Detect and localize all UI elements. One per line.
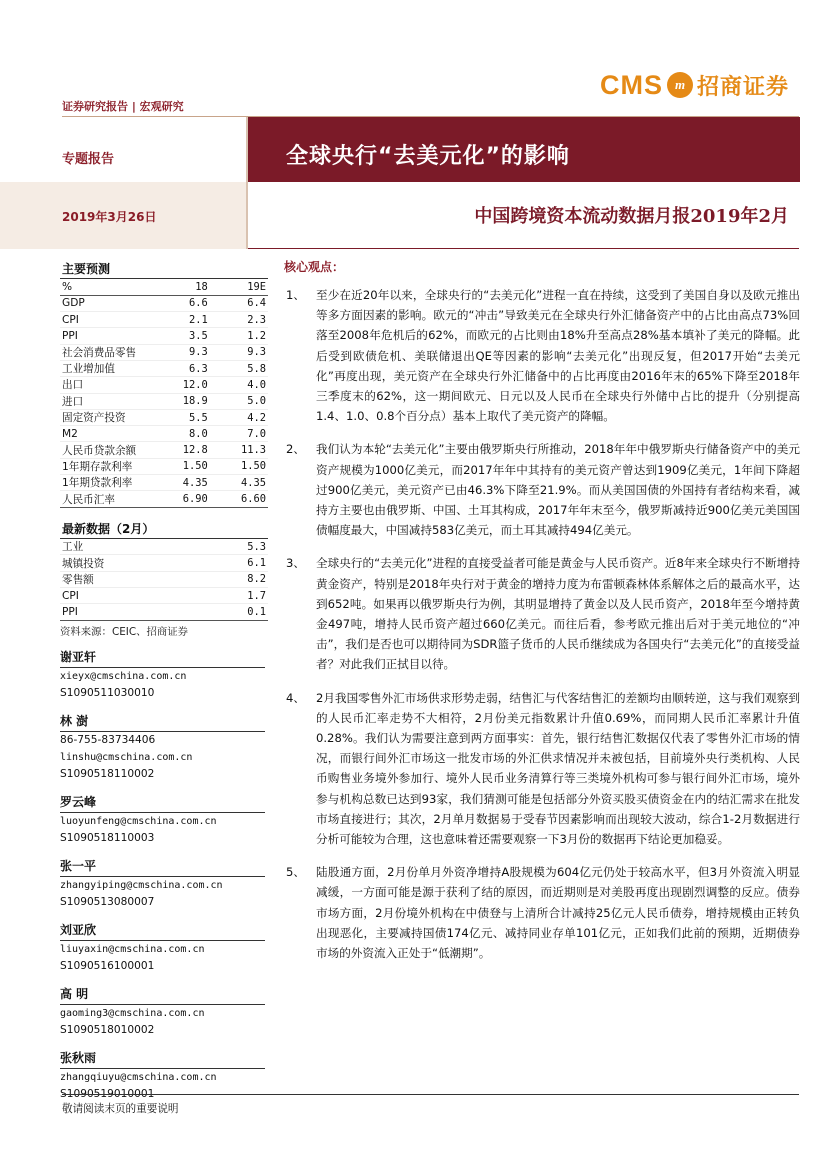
logo-latin: CMS xyxy=(600,69,663,100)
table-row xyxy=(60,344,268,360)
forecast-title: 主要预测 xyxy=(60,258,268,279)
row-label: 工业增加值 xyxy=(60,360,156,376)
table-row xyxy=(60,393,268,409)
row-label: CPI xyxy=(60,312,156,328)
cell-value: 3.5 xyxy=(156,328,210,344)
row-label: 工业 xyxy=(60,539,199,555)
table-row xyxy=(60,555,268,571)
breadcrumb: 证券研究报告 | 宏观研究 xyxy=(62,100,184,113)
analyst-email[interactable]: xieyx@cmschina.com.cn xyxy=(60,670,187,682)
row-label: 进口 xyxy=(60,393,156,409)
table-row xyxy=(60,571,268,587)
cell-value: 6.1 xyxy=(199,555,268,571)
cell-value: 6.3 xyxy=(156,360,210,376)
report-subtitle: 中国跨境资本流动数据月报2019年2月 xyxy=(474,206,789,227)
table-row xyxy=(60,409,268,425)
table-row xyxy=(60,328,268,344)
table-row xyxy=(60,442,268,458)
analyst-name: 刘亚欣 xyxy=(60,921,265,941)
cell-value: 4.0 xyxy=(210,377,268,393)
analyst-list xyxy=(60,648,268,1103)
cell-value: 4.2 xyxy=(210,409,268,425)
row-label: 社会消费品零售 xyxy=(60,344,156,360)
row-label: 城镇投资 xyxy=(60,555,199,571)
cell-value: 8.2 xyxy=(199,571,268,587)
analyst-name: 林 澍 xyxy=(60,712,265,732)
footer-note: 敬请阅读末页的重要说明 xyxy=(62,1094,799,1116)
forecast-table xyxy=(60,279,268,508)
table-row xyxy=(60,312,268,328)
core-views xyxy=(284,258,800,976)
cell-value: 6.60 xyxy=(210,491,268,507)
row-label: 人民币汇率 xyxy=(60,491,156,507)
left-divider xyxy=(246,117,248,249)
cell-value: 12.0 xyxy=(156,377,210,393)
report-date: 2019年3月26日 xyxy=(62,210,157,224)
analyst-name: 张秋雨 xyxy=(60,1049,265,1069)
row-label: GDP xyxy=(60,295,156,311)
point-number: 1、 xyxy=(286,288,305,302)
cell-value: 9.3 xyxy=(210,344,268,360)
analyst-email[interactable]: zhangqiuyu@cmschina.com.cn xyxy=(60,1071,217,1083)
analyst-card xyxy=(60,921,268,975)
cell-value: 11.3 xyxy=(210,442,268,458)
cell-value: 5.5 xyxy=(156,409,210,425)
cell-value: 5.8 xyxy=(210,360,268,376)
column-header: % xyxy=(60,279,156,295)
cell-value: 12.8 xyxy=(156,442,210,458)
point-number: 4、 xyxy=(286,690,305,705)
table-row xyxy=(60,539,268,555)
analyst-email[interactable]: gaoming3@cmschina.com.cn xyxy=(60,1007,205,1019)
table-row xyxy=(60,475,268,491)
analyst-card xyxy=(60,985,268,1039)
column-header: 18 xyxy=(156,279,210,295)
analyst-license: S1090518110002 xyxy=(60,767,155,780)
point-text: 2月我国零售外汇市场供求形势走弱，结售汇与代客结售汇的差额均由顺转逆，这与我们观察到的人民币汇率走势不大相符，2月份美元指数累计升值0.69%，而同期人民币汇率累计升值0.28%。我们认为需要注意到两方面事实：首先，银行结售汇数据仅代表了零售外汇市场的情况，而银行间外汇市场这一批发市场的外汇供求情况并未被包括，目前境外央行类机构、人民币购售业务境外参加行、境外人民币业务清算行等三类境外机构可参与银行间外汇市场，境外参与机构总数已达到93家，我们猜测可能是包括部分外资买股买债资金在内的结汇需求在批发市场直接进行；其次，2月单月数据易于受春节因素影响而出现较大波动，综合1-2月数据进行分析可能较为合理，这也意味着还需要观察一下3月份的数据再下结论更加稳妥。 xyxy=(316,690,800,847)
point-text: 我们认为本轮“去美元化”主要由俄罗斯央行所推动，2018年年中俄罗斯央行储备资产中的美元资产规模为1000亿美元，而2017年年中其持有的美元资产曾达到1909亿美元，1年间下降超过900亿美元，美元资产已由46.3%下降至21.9%。而从美国国债的外国持有者结构来看，减持方主要也由俄罗斯、中国、土耳其构成，2017年年末至今，俄罗斯减持近900亿美元美国国债幅度最大，中国减持583亿美元，而土耳其减持494亿美元。 xyxy=(316,442,800,538)
point-text: 全球央行的“去美元化”进程的直接受益者可能是黄金与人民币资产。近8年来全球央行不断增持黄金资产，特别是2018年央行对于黄金的增持力度为布雷顿森林体系解体之后的最高水平，达到652吨。如果再以俄罗斯央行为例，其明显增持了黄金以及人民币资产，2018年至今增持黄金497吨，增持人民币资产超过660亿美元。而往后看，参考欧元推出后对于美元地位的“冲击”，我们是否也可以期待同为SDR篮子货币的人民币继续成为各国央行“去美元化”的直接受益者？对此我们正拭目以待。 xyxy=(316,556,800,672)
table-row xyxy=(60,588,268,604)
point-number: 5、 xyxy=(286,865,305,880)
cell-value: 1.2 xyxy=(210,328,268,344)
cell-value: 18.9 xyxy=(156,393,210,409)
row-label: 1年期贷款利率 xyxy=(60,475,156,491)
analyst-name: 张一平 xyxy=(60,857,265,877)
analyst-card xyxy=(60,857,268,911)
cell-value: 6.4 xyxy=(210,295,268,311)
table-row xyxy=(60,604,268,620)
analyst-card xyxy=(60,712,268,783)
row-label: CPI xyxy=(60,588,199,604)
analyst-card xyxy=(60,793,268,847)
cell-value: 8.0 xyxy=(156,426,210,442)
analyst-license: S1090511030010 xyxy=(60,686,155,699)
row-label: PPI xyxy=(60,604,199,620)
table-row xyxy=(60,426,268,442)
list-item xyxy=(284,439,800,540)
row-label: 固定资产投资 xyxy=(60,409,156,425)
point-number: 2、 xyxy=(286,442,305,457)
latest-data-table xyxy=(60,539,268,621)
logo-chinese: 招商证券 xyxy=(697,74,790,100)
analyst-name: 高 明 xyxy=(60,985,265,1005)
subtitle-divider xyxy=(248,248,799,249)
list-item xyxy=(284,862,800,963)
table-row xyxy=(60,360,268,376)
report-type: 专题报告 xyxy=(62,152,115,167)
analyst-license: S1090518110003 xyxy=(60,831,155,844)
point-text: 陆股通方面，2月份单月外资净增持A股规模为604亿元仍处于较高水平，但3月外资流入明显减缓，一方面可能是源于获利了结的原因，而近期则是对美股再度出现剧烈调整的反应。债券市场方面，2月份境外机构在中债登与上清所合计减持25亿元人民币债券，增持规模由正转负出现恶化，主要减持国债174亿元、减持同业存单101亿元，正如我们此前的预期，近期债券市场的外资流入正处于“低潮期”。 xyxy=(316,865,800,961)
row-label: 1年期存款利率 xyxy=(60,458,156,474)
cell-value: 6.6 xyxy=(156,295,210,311)
analyst-email[interactable]: liuyaxin@cmschina.com.cn xyxy=(60,943,205,955)
cell-value: 1.50 xyxy=(210,458,268,474)
cell-value: 1.50 xyxy=(156,458,210,474)
cell-value: 5.3 xyxy=(199,539,268,555)
row-label: M2 xyxy=(60,426,156,442)
logo-mark-icon: m xyxy=(667,72,693,98)
point-text: 至少在近20年以来，全球央行的“去美元化”进程一直在持续，这受到了美国自身以及欧元推出等多方面因素的影响。欧元的“冲击”导致美元在全球央行外汇储备资产中的占比由高点73%回落至2008年危机后的62%，而欧元的占比则由18%升至高点28%基本填补了美元的降幅。此后受到欧债危机、美联储退出QE等因素的影响“去美元化”出现反复，但2017开始“去美元化”再度出现，美元资产在全球央行外汇储备中的占比再度由2016年末的65%下降至2018年三季度末的62%，这一期间欧元、日元以及人民币在全球央行外储中占比的提升（分别提高1.4、1.0、0.8个百分点）基本上取代了美元资产的降幅。 xyxy=(316,288,800,424)
cell-value: 1.7 xyxy=(199,588,268,604)
analyst-email[interactable]: zhangyiping@cmschina.com.cn xyxy=(60,879,223,891)
analyst-name: 罗云峰 xyxy=(60,793,265,813)
cell-value: 4.35 xyxy=(156,475,210,491)
analyst-license: S1090516100001 xyxy=(60,959,155,972)
table-row xyxy=(60,377,268,393)
analyst-name: 谢亚轩 xyxy=(60,648,265,668)
latest-data-title: 最新数据（2月） xyxy=(60,518,268,539)
analyst-email[interactable]: luoyunfeng@cmschina.com.cn xyxy=(60,815,217,827)
cell-value: 0.1 xyxy=(199,604,268,620)
sidebar xyxy=(60,258,268,1103)
cell-value: 5.0 xyxy=(210,393,268,409)
analyst-card xyxy=(60,648,268,702)
list-item xyxy=(284,688,800,850)
data-source: 资料来源：CEIC、招商证券 xyxy=(60,625,189,638)
list-item xyxy=(284,285,800,426)
cell-value: 6.90 xyxy=(156,491,210,507)
point-number: 3、 xyxy=(286,556,305,571)
analyst-license: S1090519010001 xyxy=(60,1087,155,1100)
analyst-phone: 86-755-83734406 xyxy=(60,733,156,746)
table-row xyxy=(60,295,268,311)
core-views-title: 核心观点： xyxy=(284,260,345,274)
table-header-row xyxy=(60,279,268,295)
list-item xyxy=(284,553,800,674)
report-title: 全球央行“去美元化”的影响 xyxy=(286,144,570,169)
row-label: 人民币贷款余额 xyxy=(60,442,156,458)
table-row xyxy=(60,491,268,507)
date-bar xyxy=(0,182,246,249)
row-label: 零售额 xyxy=(60,571,199,587)
cell-value: 2.3 xyxy=(210,312,268,328)
company-logo xyxy=(600,68,789,102)
cell-value: 7.0 xyxy=(210,426,268,442)
cell-value: 9.3 xyxy=(156,344,210,360)
cell-value: 4.35 xyxy=(210,475,268,491)
analyst-license: S1090513080007 xyxy=(60,895,155,908)
row-label: 出口 xyxy=(60,377,156,393)
cell-value: 2.1 xyxy=(156,312,210,328)
row-label: PPI xyxy=(60,328,156,344)
column-header: 19E xyxy=(210,279,268,295)
analyst-email[interactable]: linshu@cmschina.com.cn xyxy=(60,751,193,763)
title-band xyxy=(248,117,800,182)
table-row xyxy=(60,458,268,474)
analyst-license: S1090518010002 xyxy=(60,1023,155,1036)
